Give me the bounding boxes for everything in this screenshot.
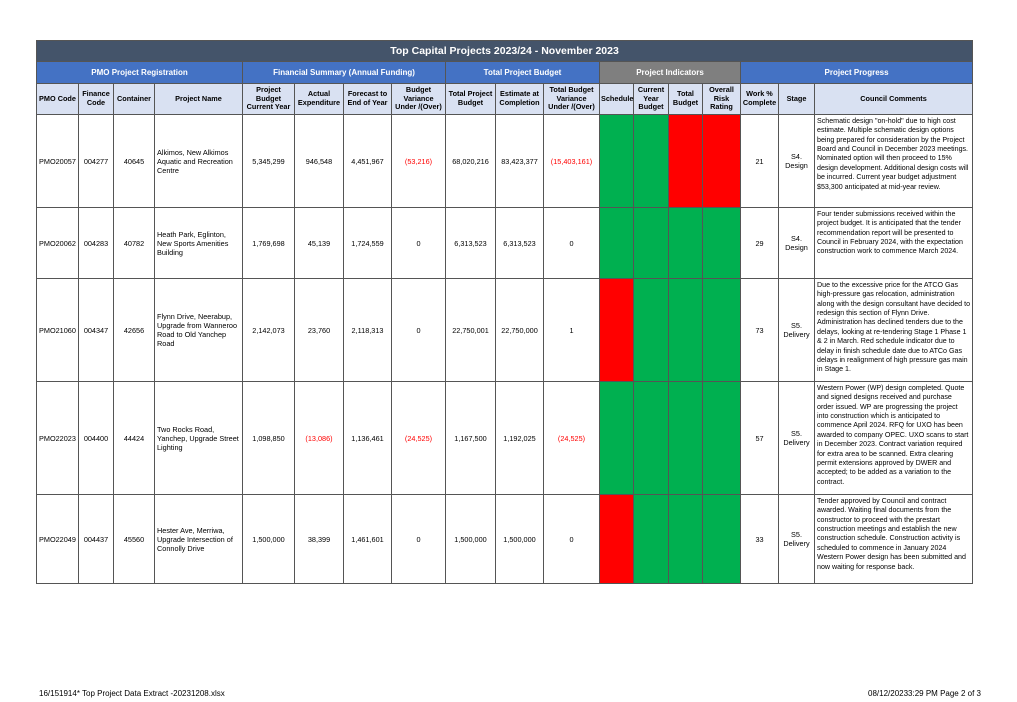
pmo-code: PMO20057 (37, 115, 79, 208)
project-name: Two Rocks Road, Yanchep, Upgrade Street Lighting (155, 382, 243, 495)
total-budget-indicator (669, 382, 703, 495)
total-project-budget: 6,313,523 (446, 208, 496, 279)
estimate-at-completion: 1,192,025 (496, 382, 544, 495)
container: 40782 (114, 208, 155, 279)
budget-variance: (53,216) (392, 115, 446, 208)
group-registration: PMO Project Registration (37, 62, 243, 84)
current-year-budget-indicator (634, 495, 669, 584)
budget-variance: (24,525) (392, 382, 446, 495)
budget-variance: 0 (392, 279, 446, 382)
estimate-at-completion: 1,500,000 (496, 495, 544, 584)
actual-expenditure: 23,760 (295, 279, 344, 382)
table-row (37, 279, 973, 382)
col-budget-variance: Budget Variance Under /(Over) (392, 84, 446, 115)
finance-code: 004400 (79, 382, 114, 495)
stage: S4. Design (779, 208, 815, 279)
pmo-code: PMO20062 (37, 208, 79, 279)
forecast: 1,461,601 (344, 495, 392, 584)
current-year-budget-indicator (634, 208, 669, 279)
schedule-indicator (600, 279, 634, 382)
forecast: 1,724,559 (344, 208, 392, 279)
total-budget-variance: 0 (544, 495, 600, 584)
group-project-indicators: Project Indicators (600, 62, 741, 84)
col-total-project-budget: Total Project Budget (446, 84, 496, 115)
work-complete: 29 (741, 208, 779, 279)
finance-code: 004283 (79, 208, 114, 279)
project-name: Heath Park, Eglinton, New Sports Amenities Building (155, 208, 243, 279)
stage: S5. Delivery (779, 279, 815, 382)
container: 42656 (114, 279, 155, 382)
total-budget-indicator (669, 115, 703, 208)
actual-expenditure: 946,548 (295, 115, 344, 208)
stage: S4. Design (779, 115, 815, 208)
work-complete: 21 (741, 115, 779, 208)
col-schedule: Schedule (600, 84, 634, 115)
work-complete: 57 (741, 382, 779, 495)
group-financial-summary: Financial Summary (Annual Funding) (243, 62, 446, 84)
project-budget: 1,500,000 (243, 495, 295, 584)
project-budget: 1,098,850 (243, 382, 295, 495)
col-actual-expenditure: Actual Expenditure (295, 84, 344, 115)
stage: S5. Delivery (779, 495, 815, 584)
finance-code: 004277 (79, 115, 114, 208)
project-budget: 1,769,698 (243, 208, 295, 279)
total-project-budget: 22,750,001 (446, 279, 496, 382)
col-container: Container (114, 84, 155, 115)
overall-risk-indicator (703, 382, 741, 495)
col-pmo-code: PMO Code (37, 84, 79, 115)
current-year-budget-indicator (634, 115, 669, 208)
project-name: Hester Ave, Merriwa, Upgrade Intersection of Connolly Drive (155, 495, 243, 584)
group-project-progress: Project Progress (741, 62, 973, 84)
total-project-budget: 1,500,000 (446, 495, 496, 584)
container: 44424 (114, 382, 155, 495)
report-title: Top Capital Projects 2023/24 - November 2023 (37, 41, 973, 62)
footer-date-page: 08/12/20233:29 PM Page 2 of 3 (868, 689, 981, 698)
pmo-code: PMO21060 (37, 279, 79, 382)
col-stage: Stage (779, 84, 815, 115)
table-row (37, 495, 973, 584)
capital-projects-table (36, 40, 973, 584)
col-overall-risk-rating: Overall Risk Rating (703, 84, 741, 115)
project-budget: 2,142,073 (243, 279, 295, 382)
col-total-budget-variance: Total Budget Variance Under /(Over) (544, 84, 600, 115)
total-budget-indicator (669, 279, 703, 382)
footer-file-reference: 16/151914* Top Project Data Extract -20231208.xlsx (39, 689, 225, 698)
container: 40645 (114, 115, 155, 208)
work-complete: 73 (741, 279, 779, 382)
forecast: 2,118,313 (344, 279, 392, 382)
total-budget-variance: (15,403,161) (544, 115, 600, 208)
table-row (37, 208, 973, 279)
col-estimate-at-completion: Estimate at Completion (496, 84, 544, 115)
estimate-at-completion: 6,313,523 (496, 208, 544, 279)
col-total-budget: Total Budget (669, 84, 703, 115)
col-work-complete: Work % Complete (741, 84, 779, 115)
total-budget-variance: 1 (544, 279, 600, 382)
budget-variance: 0 (392, 495, 446, 584)
estimate-at-completion: 83,423,377 (496, 115, 544, 208)
actual-expenditure: (13,086) (295, 382, 344, 495)
council-comment: Due to the excessive price for the ATCO Gas high-pressure gas relocation, administration along with the design consultant have decided to redesign this section of Flynn Drive. Administration has declined tenders due to the delays, looking at re-tendering Stage 1 Phase 1 & 2 in March. Red schedule indicator due to delay in finish schedule date due to ATCo Gas delays in realignment of high pressure gas main in Stage 1. (815, 279, 973, 382)
actual-expenditure: 38,399 (295, 495, 344, 584)
council-comment: Schematic design "on-hold" due to high cost estimate. Multiple schematic design options being prepared for consideration by the Project Board and Council in December 2023 meetings. Nominated option will then proceed to 15% design development. Additional design costs will be incurred. Current year budget adjustment $53,300 anticipated at mid-year review. (815, 115, 973, 208)
total-budget-indicator (669, 208, 703, 279)
col-current-year-budget: Current Year Budget (634, 84, 669, 115)
col-finance-code: Finance Code (79, 84, 114, 115)
col-forecast: Forecast to End of Year (344, 84, 392, 115)
total-project-budget: 1,167,500 (446, 382, 496, 495)
budget-variance: 0 (392, 208, 446, 279)
council-comment: Western Power (WP) design completed. Quote and signed designs received and purchase order issued. WP are progressing the project into construction which is anticipated to commence April 2024. RFQ for UXO has been awarded to company OPEC. UXO scans to start in December 2023. Contract variation required for extra area to be scanned. Extra clearing permit extensions approved by DWER and accepted; to be added as a variation to the contract. (815, 382, 973, 495)
stage: S5. Delivery (779, 382, 815, 495)
forecast: 1,136,461 (344, 382, 392, 495)
forecast: 4,451,967 (344, 115, 392, 208)
total-budget-indicator (669, 495, 703, 584)
overall-risk-indicator (703, 279, 741, 382)
schedule-indicator (600, 208, 634, 279)
table-row (37, 382, 973, 495)
project-name: Alkimos, New Alkimos Aquatic and Recreation Centre (155, 115, 243, 208)
current-year-budget-indicator (634, 279, 669, 382)
container: 45560 (114, 495, 155, 584)
finance-code: 004347 (79, 279, 114, 382)
overall-risk-indicator (703, 208, 741, 279)
table-row (37, 115, 973, 208)
current-year-budget-indicator (634, 382, 669, 495)
total-budget-variance: (24,525) (544, 382, 600, 495)
pmo-code: PMO22049 (37, 495, 79, 584)
work-complete: 33 (741, 495, 779, 584)
finance-code: 004437 (79, 495, 114, 584)
total-budget-variance: 0 (544, 208, 600, 279)
col-project-name: Project Name (155, 84, 243, 115)
estimate-at-completion: 22,750,000 (496, 279, 544, 382)
pmo-code: PMO22023 (37, 382, 79, 495)
col-project-budget: Project Budget Current Year (243, 84, 295, 115)
schedule-indicator (600, 115, 634, 208)
overall-risk-indicator (703, 495, 741, 584)
actual-expenditure: 45,139 (295, 208, 344, 279)
council-comment: Tender approved by Council and contract awarded. Waiting final documents from the constructor to proceed with the prestart construction meetings and establish the new construction schedule. Construction activity is scheduled to commence in January 2024 Western Power design has been submitted and now waiting for response back. (815, 495, 973, 584)
schedule-indicator (600, 495, 634, 584)
project-budget: 5,345,299 (243, 115, 295, 208)
group-total-project-budget: Total Project Budget (446, 62, 600, 84)
overall-risk-indicator (703, 115, 741, 208)
schedule-indicator (600, 382, 634, 495)
council-comment: Four tender submissions received within the project budget. It is anticipated that the tender recommendation report will be presented to Council in February 2024, with the expectation construction work to commence March 2024. (815, 208, 973, 279)
col-council-comments: Council Comments (815, 84, 973, 115)
project-name: Flynn Drive, Neerabup, Upgrade from Wanneroo Road to Old Yanchep Road (155, 279, 243, 382)
total-project-budget: 68,020,216 (446, 115, 496, 208)
